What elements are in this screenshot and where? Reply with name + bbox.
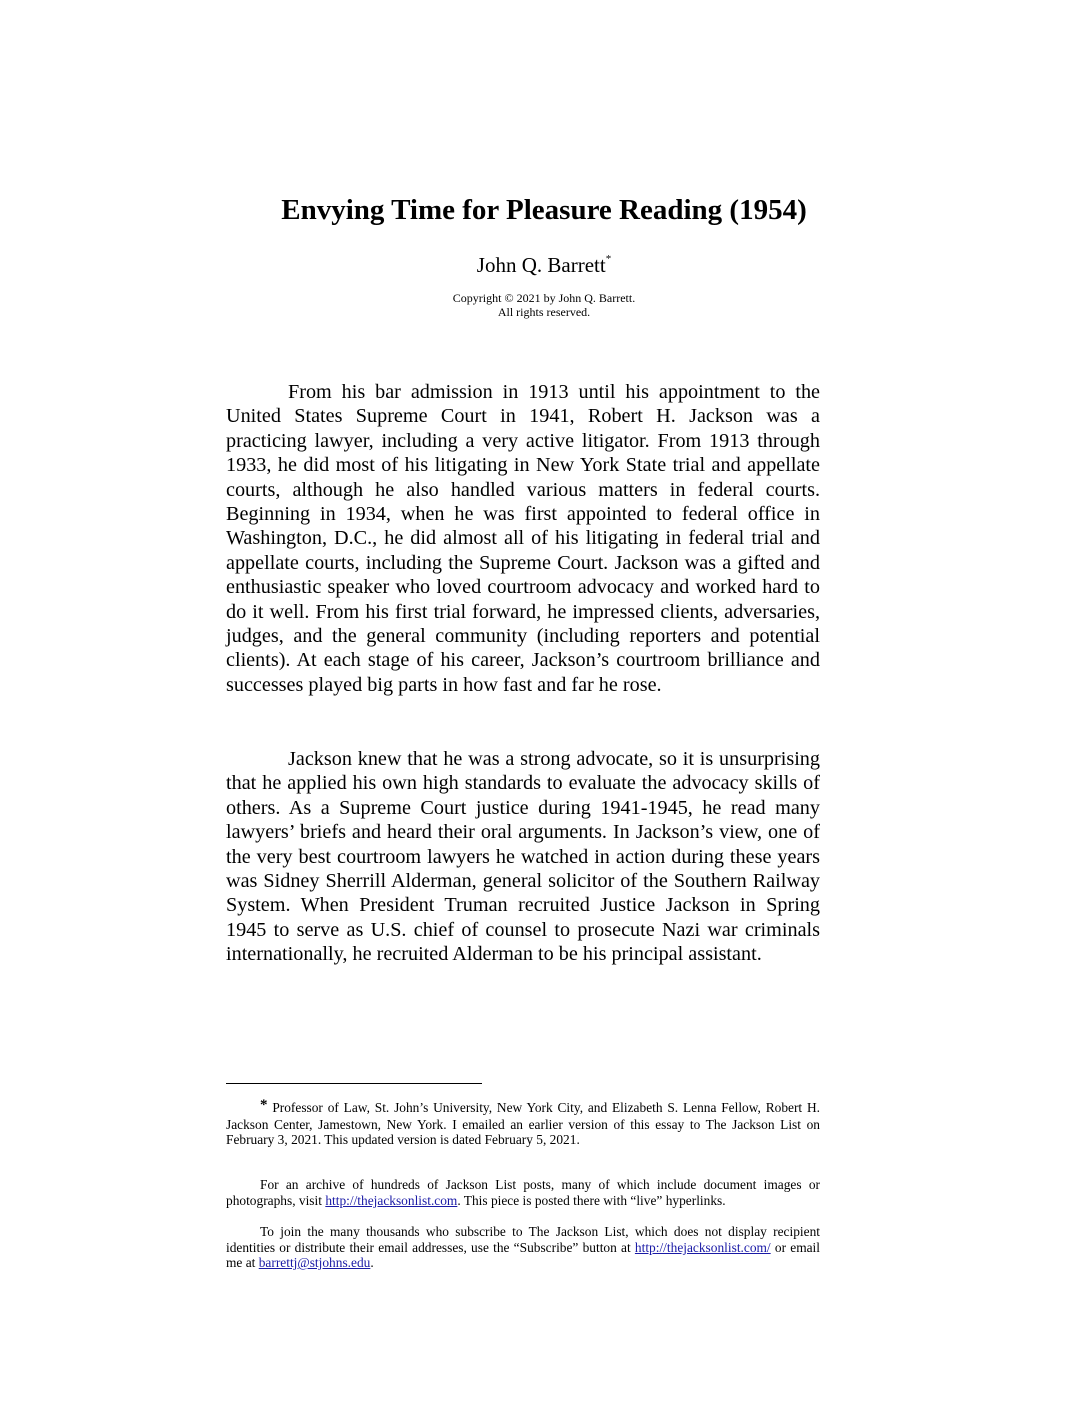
rights-line: All rights reserved. <box>497 305 591 319</box>
footnote-separator <box>226 1083 482 1084</box>
document-title: Envying Time for Pleasure Reading (1954) <box>281 194 807 226</box>
footnote-text: To join the many thousands who subscribe to The Jackson List, which does not display recipient identities or distribute their email addresses, use the “Subscribe” button at <box>226 1224 820 1255</box>
jacksonlist-subscribe-link[interactable]: http://thejacksonlist.com/ <box>634 1239 771 1255</box>
footnote-author-bio <box>226 1097 820 1148</box>
author-name: John Q. Barrett <box>476 253 606 277</box>
footnote-text: Professor of Law, St. John’s University, New York City, and Elizabeth S. Lenna Fellow, Robert H. Jackson Center, Jamestown, New York. I emailed an earlier version of this essay to The Jackson List on February 3, 2021. This updated version is dated February 5, 2021. <box>226 1100 820 1148</box>
copyright-notice <box>0 291 1088 319</box>
body-paragraph-1: From his bar admission in 1913 until his appointment to the United States Supreme Court in 1941, Robert H. Jackson was a practicing lawyer, including a very active litigator. From 1913 through 1933, he did most of his litigating in New York State trial and appellate courts, although he also handled various matters in federal courts. Beginning in 1934, when he was first appointed to federal office in Washington, D.C., he did almost all of his litigating in federal trial and appellate courts, including the Supreme Court. Jackson was a gifted and enthusiastic speaker who loved courtroom advocacy and worked hard to do it well. From his first trial forward, he impressed clients, adversaries, judges, and the general community (including reporters and potential clients). At each stage of his career, Jackson’s courtroom brilliance and successes played big parts in how fast and far he rose. <box>226 381 820 696</box>
jacksonlist-archive-link[interactable]: http://thejacksonlist.com <box>325 1192 458 1208</box>
footnote-text: . This piece is posted there with “live” hyperlinks. <box>457 1192 726 1208</box>
copyright-line: Copyright © 2021 by John Q. Barrett. <box>452 291 636 305</box>
author-line <box>0 248 1088 278</box>
footnote-subscribe <box>226 1224 820 1271</box>
footnote-archive <box>226 1177 820 1208</box>
footnote-text: For an archive of hundreds of Jackson List posts, many of which include document images or photographs, visit <box>226 1177 820 1208</box>
footnote-mark: * <box>260 1097 268 1113</box>
body-paragraph-2: Jackson knew that he was a strong advocate, so it is unsurprising that he applied his own high standards to evaluate the advocacy skills of others. As a Supreme Court justice during 1941-1945, he read many lawyers’ briefs and heard their oral arguments. In Jackson’s view, one of the very best courtroom lawyers he watched in action during these years was Sidney Sherrill Alderman, general solicitor of the Southern Railway System. When President Truman recruited Justice Jackson in Spring 1945 to serve as U.S. chief of counsel to prosecute Nazi war criminals internationally, he recruited Alderman to be his principal assistant. <box>226 748 820 966</box>
author-footnote-mark: * <box>605 253 612 265</box>
footnote-text: . <box>370 1255 374 1271</box>
footnote-text: or email me at <box>226 1239 820 1271</box>
email-link[interactable]: barrettj@stjohns.edu <box>258 1255 371 1271</box>
